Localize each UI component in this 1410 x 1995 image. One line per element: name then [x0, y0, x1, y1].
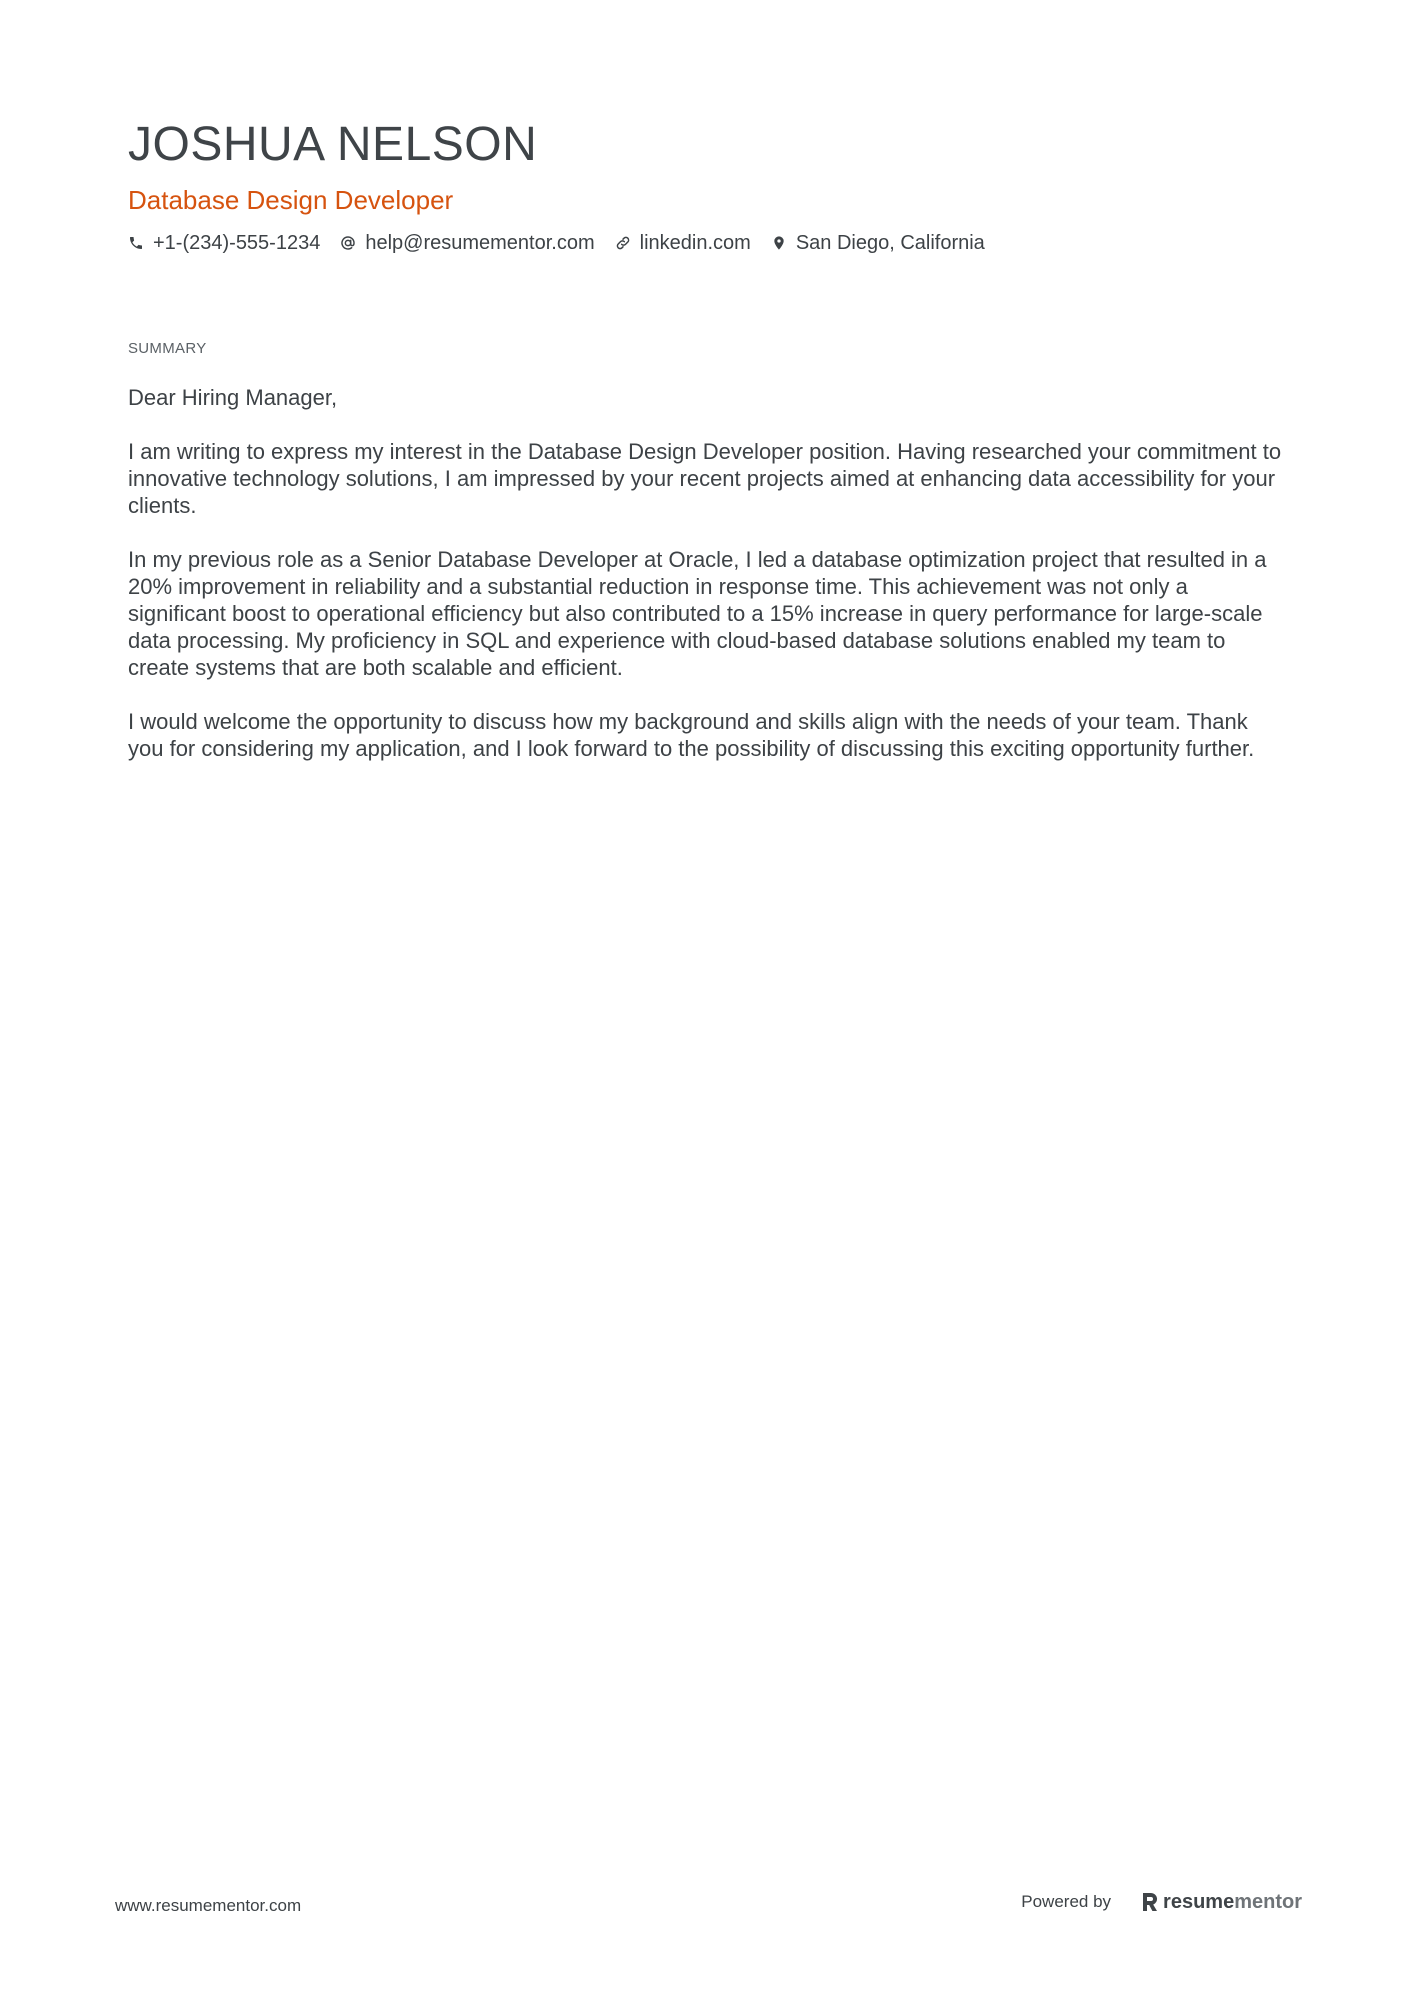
letter-body [128, 384, 1288, 789]
paragraph-experience: In my previous role as a Senior Database Developer at Oracle, I led a database optimization project that resulted in a 20% improvement in reliability and a substantial reduction in response time. This achievement was not only a significant boost to operational efficiency but also contributed to a 15% increase in query performance for large-scale data processing. My proficiency in SQL and experience with cloud-based database solutions enabled my team to create systems that are both scalable and efficient. [128, 547, 1267, 680]
brand-name-part1: resume [1163, 1891, 1235, 1913]
resumementor-logo-icon [1141, 1891, 1159, 1913]
footer-branding [1021, 1890, 1302, 1914]
contact-info [128, 230, 1288, 256]
email-text[interactable]: help@resumementor.com [365, 232, 595, 254]
paragraph-closing: I would welcome the opportunity to discuss how my background and skills align with the needs of your team. Thank you for considering my application, and I look forward to the possibility of discussing this exciting opportunity further. [128, 709, 1255, 761]
header [128, 116, 1288, 256]
phone-text: +1-(234)-555-1234 [153, 232, 321, 254]
brand-name-part2: mentor [1234, 1891, 1302, 1913]
paragraph-intro: I am writing to express my interest in the Database Design Developer position. Having researched your commitment to innovative technology solutions, I am impressed by your recent projects aimed at enhancing data accessibility for your clients. [128, 439, 1282, 518]
linkedin-text[interactable]: linkedin.com [639, 232, 751, 254]
contact-linkedin[interactable] [615, 230, 751, 256]
brand-logo[interactable] [1141, 1890, 1302, 1914]
contact-location [771, 230, 985, 256]
link-icon [615, 235, 631, 251]
location-text: San Diego, California [795, 232, 985, 254]
phone-icon [128, 235, 144, 251]
job-title: Database Design Developer [128, 185, 454, 215]
section-label-summary: SUMMARY [128, 340, 207, 357]
powered-by-text: Powered by [1021, 1892, 1112, 1911]
candidate-name: JOSHUA NELSON [128, 118, 538, 171]
greeting: Dear Hiring Manager, [128, 385, 338, 410]
footer-website[interactable]: www.resumementor.com [115, 1896, 302, 1915]
contact-email[interactable] [340, 230, 594, 256]
map-pin-icon [771, 235, 787, 251]
at-icon [340, 235, 356, 251]
contact-phone [128, 230, 320, 256]
